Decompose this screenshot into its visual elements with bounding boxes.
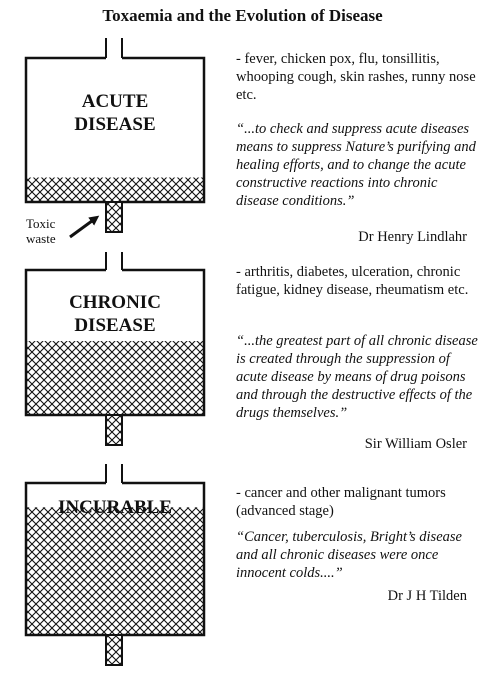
author-chronic: Sir William Osler <box>364 436 467 452</box>
author-acute: Dr Henry Lindlahr <box>358 229 467 245</box>
drain-pipe-incurable <box>106 635 122 665</box>
label-chronic-line2: DISEASE <box>74 315 156 336</box>
diagram-title: Toxaemia and the Evolution of Disease <box>102 6 383 25</box>
container-label-incurable <box>15 496 215 519</box>
quote-incurable: “Cancer, tuberculosis, Bright’s disease and all chronic diseases were once innocent colds....” <box>236 529 462 581</box>
toxin-fill-acute <box>26 178 204 202</box>
author-incurable: Dr J H Tilden <box>387 588 467 604</box>
drain-pipe-chronic <box>106 415 122 445</box>
container-chronic <box>26 252 204 445</box>
label-acute-line1: ACUTE <box>81 91 149 112</box>
container-label-chronic <box>15 291 215 337</box>
quote-acute: “...to check and suppress acute diseases means to suppress Nature’s purifying and healing efforts, and to change the acute constructive reactions into chronic disease conditions.” <box>236 121 476 209</box>
toxin-fill-incurable <box>26 507 204 635</box>
label-chronic-line1: CHRONIC <box>69 292 161 313</box>
toxic-waste-label: Toxic waste <box>26 216 56 246</box>
toxin-fill-chronic <box>26 341 204 415</box>
description-incurable: - cancer and other malignant tumors (advanced stage) <box>236 485 446 519</box>
inlet-pipe-acute <box>106 38 122 58</box>
quote-chronic: “...the greatest part of all chronic disease is created through the suppression of acute disease by means of drug poisons and through the destructive effects of the drugs themselves.” <box>236 333 478 421</box>
inlet-pipe-incurable <box>106 464 122 483</box>
description-chronic: - arthritis, diabetes, ulceration, chronic fatigue, kidney disease, rheumatism etc. <box>236 264 469 298</box>
drain-pipe-acute <box>106 202 122 232</box>
container-incurable <box>26 464 204 665</box>
inlet-pipe-chronic <box>106 252 122 270</box>
label-acute-line2: DISEASE <box>74 114 156 135</box>
label-incurable-line1: INCURABLE <box>57 497 173 518</box>
description-acute: - fever, chicken pox, flu, tonsillitis, whooping cough, skin rashes, runny nose etc. <box>236 51 476 103</box>
toxic-waste-arrow <box>70 218 96 237</box>
container-label-acute <box>15 90 215 136</box>
